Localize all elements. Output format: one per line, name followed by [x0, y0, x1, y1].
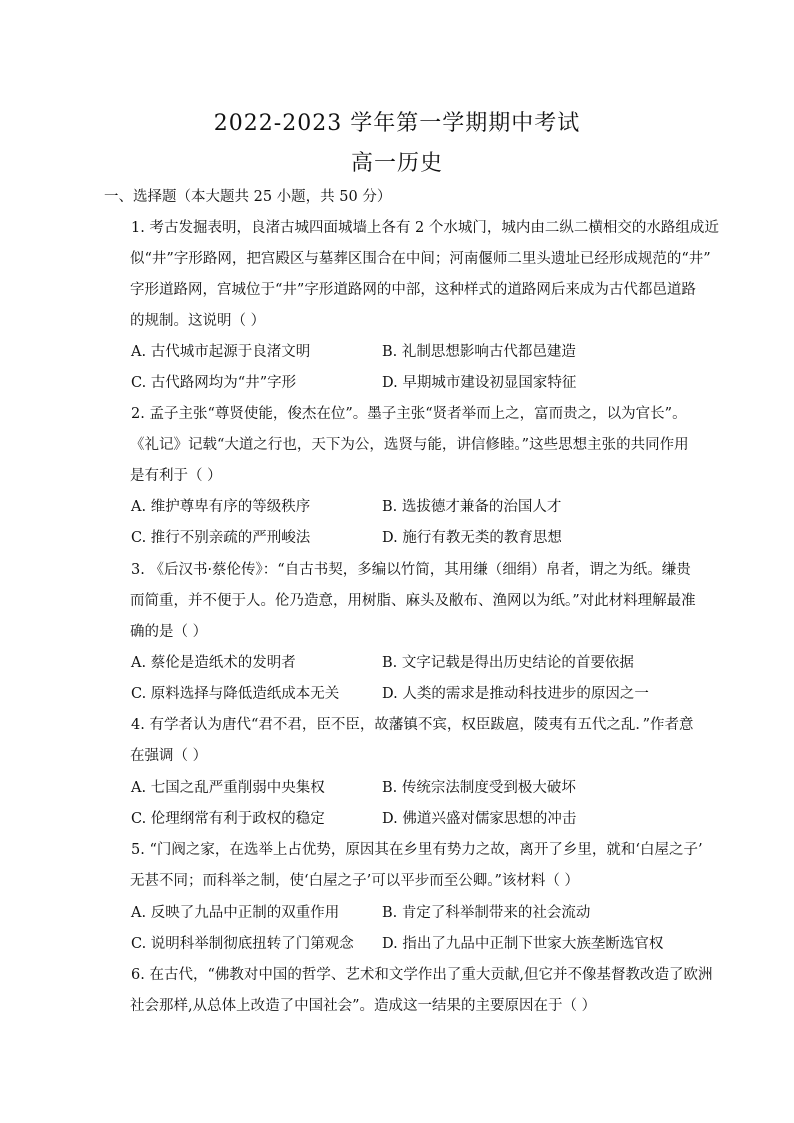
question-2-option-c[interactable]: C. 推行不别亲疏的严刑峻法	[131, 530, 311, 546]
question-1-option-d[interactable]: D. 早期城市建设初显国家特征	[382, 375, 577, 391]
exam-title: 2022-2023 学年第一学期期中考试	[213, 111, 581, 136]
question-3-option-d[interactable]: D. 人类的需求是推动科技进步的原因之一	[382, 686, 649, 702]
exam-subject: 高一历史	[350, 151, 443, 176]
question-6-line-1: 6. 在古代，“佛教对中国的哲学、艺术和文学作出了重大贡献,但它并不像基督教改造了欧洲	[131, 967, 713, 983]
question-5-option-a[interactable]: A. 反映了九品中正制的双重作用	[131, 905, 340, 921]
question-2-line-3: 是有利于（ ）	[130, 468, 222, 484]
question-1-line-2: 似“井”字形路网，把宫殿区与墓葬区围合在中间；河南偃师二里头遗址已经形成规范的“井”	[130, 251, 711, 267]
question-5-line-1: 5. “门阀之家，在选举上占优势，原因其在乡里有势力之故，离开了乡里，就和‘白屋之子’	[131, 842, 703, 858]
question-4-option-c[interactable]: C. 伦理纲常有利于政权的稳定	[131, 811, 325, 827]
question-2-option-a[interactable]: A. 维护尊卑有序的等级秩序	[131, 499, 311, 515]
question-2-line-2: 《礼记》记载“大道之行也，天下为公，选贤与能，讲信修睦。”这些思想主张的共同作用	[130, 437, 689, 453]
question-1-line-4: 的规制。这说明（ ）	[130, 313, 266, 329]
question-1-line-3: 字形道路网，宫城位于“井”字形道路网的中部，这种样式的道路网后来成为古代都邑道路	[130, 282, 696, 298]
question-1-option-b[interactable]: B. 礼制思想影响古代都邑建造	[382, 344, 576, 360]
question-1-line-1: 1. 考古发掘表明，良渚古城四面城墙上各有 2 个水城门，城内由二纵二横相交的水路组成近	[131, 220, 719, 236]
question-6-line-2: 社会那样,从总体上改造了中国社会”。造成这一结果的主要原因在于（ ）	[130, 998, 597, 1014]
question-3-line-2: 而简重，并不便于人。伦乃造意，用树脂、麻头及敝布、渔网以为纸。”对此材料理解最准	[130, 593, 696, 609]
question-4-line-1: 4. 有学者认为唐代“君不君，臣不臣，故藩镇不宾，权臣跋扈，陵夷有五代之乱．”作者意	[131, 717, 694, 733]
question-3-line-1: 3. 《后汉书·蔡伦传》：“自古书契，多编以竹简，其用缣（细绢）帛者，谓之为纸。缣贵	[131, 562, 691, 578]
question-2-line-1: 2. 孟子主张“尊贤使能，俊杰在位”。墨子主张“贤者举而上之，富而贵之，以为官长”。	[131, 406, 687, 422]
question-5-option-c[interactable]: C. 说明科举制彻底扭转了门第观念	[131, 936, 354, 952]
question-5-option-b[interactable]: B. 肯定了科举制带来的社会流动	[382, 905, 591, 921]
question-4-option-b[interactable]: B. 传统宗法制度受到极大破坏	[382, 780, 576, 796]
question-5-line-2: 无甚不同；而科举之制，使‘白屋之子’可以平步而至公卿。”该材料（ ）	[130, 873, 579, 889]
question-2-option-b[interactable]: B. 选拔德才兼备的治国人才	[382, 499, 562, 515]
question-3-option-b[interactable]: B. 文字记载是得出历史结论的首要依据	[382, 655, 634, 671]
question-3-option-c[interactable]: C. 原料选择与降低造纸成本无关	[131, 686, 340, 702]
question-1-option-c[interactable]: C. 古代路网均为“井”字形	[131, 375, 297, 391]
question-4-option-d[interactable]: D. 佛道兴盛对儒家思想的冲击	[382, 811, 577, 827]
question-1-option-a[interactable]: A. 古代城市起源于良渚文明	[131, 344, 311, 360]
section-heading: 一、选择题（本大题共 25 小题，共 50 分）	[104, 189, 392, 205]
question-4-option-a[interactable]: A. 七国之乱严重削弱中央集权	[131, 780, 325, 796]
question-2-option-d[interactable]: D. 施行有教无类的教育思想	[382, 530, 562, 546]
question-3-line-3: 确的是（ ）	[130, 624, 208, 640]
question-3-option-a[interactable]: A. 蔡伦是造纸术的发明者	[131, 655, 296, 671]
question-4-line-2: 在强调（ ）	[130, 748, 208, 764]
question-5-option-d[interactable]: D. 指出了九品中正制下世家大族垄断选官权	[382, 936, 664, 952]
